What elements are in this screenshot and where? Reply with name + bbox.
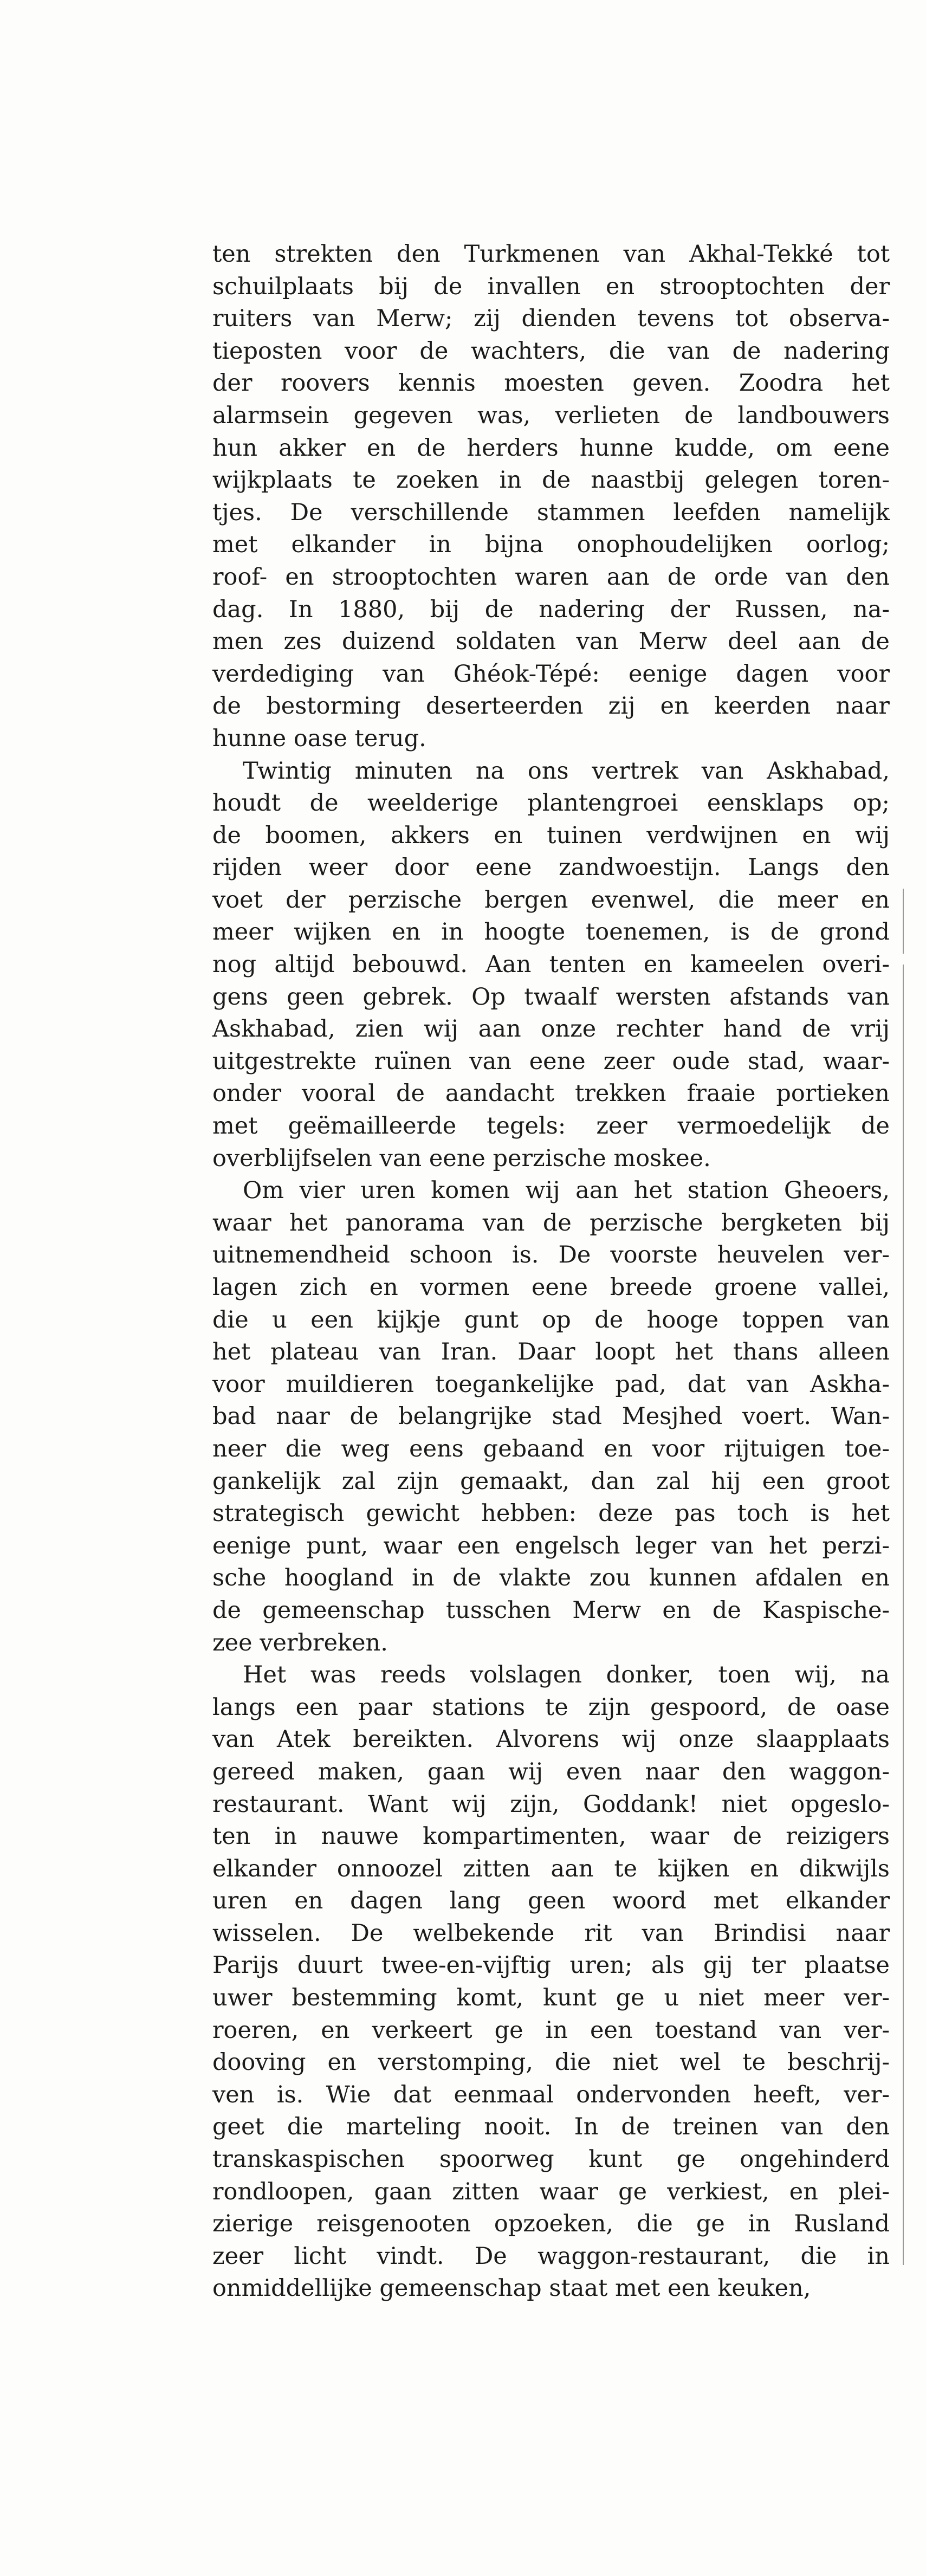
text-line: schuilplaats bij de invallen en strooptochten der [212, 273, 890, 300]
text-line: wisselen. De welbekende rit van Brindisi naar [212, 1919, 890, 1947]
text-line: men zes duizend soldaten van Merw deel aan de [212, 628, 890, 656]
body-text [212, 238, 890, 2305]
margin-rule [903, 965, 904, 2265]
text-line: strategisch gewicht hebben: deze pas toch is het [212, 1500, 890, 1528]
text-line: Om vier uren komen wij aan het station Gheoers, [243, 1177, 890, 1205]
margin-rule [903, 889, 904, 954]
text-line: tjes. De verschillende stammen leefden namelijk [212, 499, 890, 526]
text-line: neer die weg eens gebaand en voor rijtuigen toe- [212, 1435, 890, 1462]
text-line: sche hoogland in de vlakte zou kunnen afdalen en [212, 1564, 890, 1592]
text-line: het plateau van Iran. Daar loopt het thans alleen [212, 1338, 890, 1366]
text-line: van Atek bereikten. Alvorens wij onze slaapplaats [212, 1726, 890, 1753]
text-line: transkaspischen spoorweg kunt ge ongehinderd [212, 2146, 890, 2173]
text-line: de gemeenschap tusschen Merw en de Kaspische- [212, 1596, 890, 1624]
text-line: restaurant. Want wij zijn, Goddank! niet opgeslo- [212, 1790, 890, 1818]
text-line: met elkander in bijna onophoudelijken oorlog; [212, 531, 890, 559]
text-line: bad naar de belangrijke stad Mesjhed voert. Wan- [212, 1403, 890, 1431]
text-line: rijden weer door eene zandwoestijn. Langs den [212, 854, 890, 882]
text-line: uitnemendheid schoon is. De voorste heuvelen ver- [212, 1241, 890, 1269]
text-line: waar het panorama van de perzische bergketen bij [212, 1209, 890, 1237]
text-line: ten in nauwe kompartimenten, waar de reizigers [212, 1823, 890, 1850]
text-line: nog altijd bebouwd. Aan tenten en kameelen overi- [212, 951, 890, 979]
paragraph [212, 1659, 890, 2305]
text-line: ruiters van Merw; zij dienden tevens tot observa- [212, 305, 890, 333]
text-line: meer wijken en in hoogte toenemen, is de grond [212, 918, 890, 946]
text-line: lagen zich en vormen eene breede groene vallei, [212, 1274, 890, 1301]
text-line: geet die marteling nooit. In de treinen van den [212, 2113, 890, 2141]
text-line: de boomen, akkers en tuinen verdwijnen en wij [212, 821, 890, 849]
text-line: uwer bestemming komt, kunt ge u niet meer ver- [212, 1984, 890, 2012]
text-line: dag. In 1880, bij de nadering der Russen, na- [212, 596, 890, 623]
text-line: voet der perzische bergen evenwel, die meer en [212, 886, 890, 914]
text-line: Askhabad, zien wij aan onze rechter hand de vrij [212, 1015, 890, 1043]
text-line: verdediging van Ghéok-Tépé: eenige dagen voor [212, 660, 890, 688]
text-line: onder vooral de aandacht trekken fraaie portieken [212, 1080, 890, 1108]
text-line: elkander onnoozel zitten aan te kijken en dikwijls [212, 1855, 890, 1882]
text-line: hun akker en de herders hunne kudde, om eene [212, 434, 890, 462]
text-line: met geëmailleerde tegels: zeer vermoedelijk de [212, 1112, 890, 1140]
text-line: ven is. Wie dat eenmaal ondervonden heeft, ver- [212, 2081, 890, 2108]
text-line: roeren, en verkeert ge in een toestand van ver- [212, 2016, 890, 2044]
text-line: Het was reeds volslagen donker, toen wij, na [243, 1661, 890, 1689]
text-line: gereed maken, gaan wij even naar den waggon- [212, 1758, 890, 1785]
text-line: zierige reisgenooten opzoeken, die ge in Rusland [212, 2210, 890, 2238]
text-line: uitgestrekte ruïnen van eene zeer oude stad, waar- [212, 1047, 890, 1075]
text-line: der roovers kennis moesten geven. Zoodra het [212, 370, 890, 397]
text-line: overblijfselen van eene perzische moskee. [212, 1144, 711, 1172]
text-line: alarmsein gegeven was, verlieten de landbouwers [212, 402, 890, 429]
text-line: dooving en verstomping, die niet wel te beschrij- [212, 2049, 890, 2076]
text-line: Parijs duurt twee-en-vijftig uren; als gij ter plaatse [212, 1952, 890, 1979]
paragraph [212, 238, 890, 755]
paragraph [212, 755, 890, 1175]
text-line: houdt de weelderige plantengroei eensklaps op; [212, 789, 890, 817]
text-line: gankelijk zal zijn gemaakt, dan zal hij een groot [212, 1467, 890, 1495]
text-line: Twintig minuten na ons vertrek van Askhabad, [243, 757, 890, 785]
text-line: roof- en strooptochten waren aan de orde van den [212, 563, 890, 591]
text-line: hunne oase terug. [212, 724, 426, 752]
text-line: wijkplaats te zoeken in de naastbij gelegen toren- [212, 467, 890, 494]
text-line: rondloopen, gaan zitten waar ge verkiest, en plei- [212, 2178, 890, 2205]
text-line: onmiddellijke gemeenschap staat met een keuken, [212, 2275, 811, 2302]
text-line: zee verbreken. [212, 1629, 388, 1656]
text-line: eenige punt, waar een engelsch leger van het perzi- [212, 1532, 890, 1559]
text-line: gens geen gebrek. Op twaalf wersten afstands van [212, 983, 890, 1011]
text-line: langs een paar stations te zijn gespoord, de oase [212, 1693, 890, 1721]
text-line: zeer licht vindt. De waggon-restaurant, die in [212, 2242, 890, 2270]
text-line: de bestorming deserteerden zij en keerden naar [212, 692, 890, 720]
text-line: tieposten voor de wachters, die van de nadering [212, 337, 890, 365]
text-line: uren en dagen lang geen woord met elkander [212, 1887, 890, 1915]
paragraph [212, 1175, 890, 1659]
text-line: ten strekten den Turkmenen van Akhal-Tekké tot [212, 241, 890, 268]
text-line: voor muildieren toegankelijke pad, dat van Askha- [212, 1370, 890, 1398]
text-line: die u een kijkje gunt op de hooge toppen van [212, 1306, 890, 1334]
